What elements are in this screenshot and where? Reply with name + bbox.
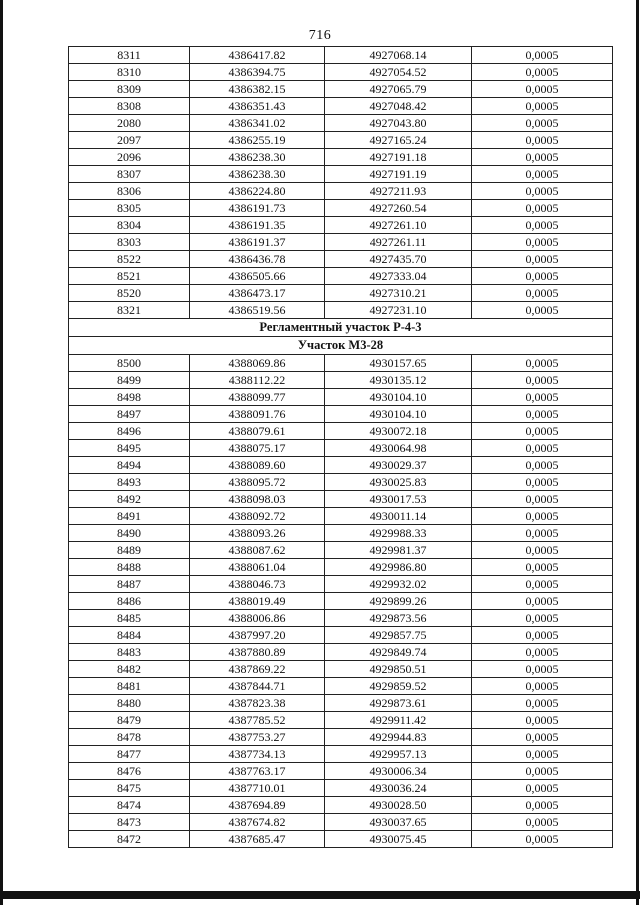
y-coordinate-cell: 4929957.13 — [325, 746, 472, 763]
y-coordinate-cell: 4927435.70 — [325, 251, 472, 268]
table-row — [69, 64, 613, 81]
table-row — [69, 729, 613, 746]
x-coordinate-cell: 4387710.01 — [190, 780, 325, 797]
coordinates-table — [68, 46, 613, 848]
x-coordinate-cell: 4388099.77 — [190, 389, 325, 406]
table-row — [69, 593, 613, 610]
table-row — [69, 355, 613, 372]
y-coordinate-cell: 4930135.12 — [325, 372, 472, 389]
accuracy-cell: 0,0005 — [472, 183, 613, 200]
y-coordinate-cell: 4927261.11 — [325, 234, 472, 251]
table-row — [69, 831, 613, 848]
y-coordinate-cell: 4929859.52 — [325, 678, 472, 695]
y-coordinate-cell: 4930064.98 — [325, 440, 472, 457]
section-title-regulation: Регламентный участок Р-4-3 — [69, 319, 613, 337]
table-row — [69, 491, 613, 508]
y-coordinate-cell: 4930157.65 — [325, 355, 472, 372]
accuracy-cell: 0,0005 — [472, 115, 613, 132]
x-coordinate-cell: 4386191.37 — [190, 234, 325, 251]
accuracy-cell: 0,0005 — [472, 627, 613, 644]
table-section-headers — [69, 319, 613, 355]
accuracy-cell: 0,0005 — [472, 780, 613, 797]
scan-border-right — [636, 0, 639, 905]
x-coordinate-cell: 4388112.22 — [190, 372, 325, 389]
point-number-cell: 8499 — [69, 372, 190, 389]
table-row — [69, 559, 613, 576]
table-row — [69, 132, 613, 149]
point-number-cell: 8479 — [69, 712, 190, 729]
accuracy-cell: 0,0005 — [472, 610, 613, 627]
accuracy-cell: 0,0005 — [472, 268, 613, 285]
point-number-cell: 8496 — [69, 423, 190, 440]
point-number-cell: 8478 — [69, 729, 190, 746]
point-number-cell: 8474 — [69, 797, 190, 814]
point-number-cell: 8492 — [69, 491, 190, 508]
x-coordinate-cell: 4388098.03 — [190, 491, 325, 508]
y-coordinate-cell: 4930006.34 — [325, 763, 472, 780]
y-coordinate-cell: 4930028.50 — [325, 797, 472, 814]
x-coordinate-cell: 4386519.56 — [190, 302, 325, 319]
accuracy-cell: 0,0005 — [472, 644, 613, 661]
y-coordinate-cell: 4929932.02 — [325, 576, 472, 593]
y-coordinate-cell: 4929873.56 — [325, 610, 472, 627]
y-coordinate-cell: 4930025.83 — [325, 474, 472, 491]
table-row — [69, 200, 613, 217]
x-coordinate-cell: 4386191.35 — [190, 217, 325, 234]
point-number-cell: 8321 — [69, 302, 190, 319]
x-coordinate-cell: 4387844.71 — [190, 678, 325, 695]
accuracy-cell: 0,0005 — [472, 763, 613, 780]
accuracy-cell: 0,0005 — [472, 576, 613, 593]
table-row — [69, 406, 613, 423]
y-coordinate-cell: 4927261.10 — [325, 217, 472, 234]
x-coordinate-cell: 4388091.76 — [190, 406, 325, 423]
section-row — [69, 319, 613, 337]
y-coordinate-cell: 4927260.54 — [325, 200, 472, 217]
point-number-cell: 8472 — [69, 831, 190, 848]
y-coordinate-cell: 4929988.33 — [325, 525, 472, 542]
x-coordinate-cell: 4387685.47 — [190, 831, 325, 848]
x-coordinate-cell: 4388069.86 — [190, 355, 325, 372]
x-coordinate-cell: 4386341.02 — [190, 115, 325, 132]
table-row — [69, 627, 613, 644]
y-coordinate-cell: 4927043.80 — [325, 115, 472, 132]
x-coordinate-cell: 4387869.22 — [190, 661, 325, 678]
table-row — [69, 661, 613, 678]
y-coordinate-cell: 4927048.42 — [325, 98, 472, 115]
point-number-cell: 8520 — [69, 285, 190, 302]
point-number-cell: 8490 — [69, 525, 190, 542]
accuracy-cell: 0,0005 — [472, 457, 613, 474]
x-coordinate-cell: 4387823.38 — [190, 695, 325, 712]
table-row — [69, 285, 613, 302]
accuracy-cell: 0,0005 — [472, 64, 613, 81]
point-number-cell: 8487 — [69, 576, 190, 593]
accuracy-cell: 0,0005 — [472, 132, 613, 149]
table-row — [69, 217, 613, 234]
y-coordinate-cell: 4927065.79 — [325, 81, 472, 98]
point-number-cell: 8493 — [69, 474, 190, 491]
x-coordinate-cell: 4386224.80 — [190, 183, 325, 200]
x-coordinate-cell: 4387753.27 — [190, 729, 325, 746]
table-row — [69, 814, 613, 831]
point-number-cell: 8522 — [69, 251, 190, 268]
accuracy-cell: 0,0005 — [472, 234, 613, 251]
x-coordinate-cell: 4388093.26 — [190, 525, 325, 542]
y-coordinate-cell: 4929911.42 — [325, 712, 472, 729]
accuracy-cell: 0,0005 — [472, 285, 613, 302]
y-coordinate-cell: 4930104.10 — [325, 389, 472, 406]
accuracy-cell: 0,0005 — [472, 440, 613, 457]
point-number-cell: 8500 — [69, 355, 190, 372]
point-number-cell: 2080 — [69, 115, 190, 132]
x-coordinate-cell: 4386473.17 — [190, 285, 325, 302]
y-coordinate-cell: 4927165.24 — [325, 132, 472, 149]
accuracy-cell: 0,0005 — [472, 712, 613, 729]
accuracy-cell: 0,0005 — [472, 831, 613, 848]
table-row — [69, 268, 613, 285]
y-coordinate-cell: 4927231.10 — [325, 302, 472, 319]
x-coordinate-cell: 4386191.73 — [190, 200, 325, 217]
table-row — [69, 474, 613, 491]
x-coordinate-cell: 4386417.82 — [190, 47, 325, 64]
table-row — [69, 542, 613, 559]
x-coordinate-cell: 4386505.66 — [190, 268, 325, 285]
table-row — [69, 763, 613, 780]
accuracy-cell: 0,0005 — [472, 491, 613, 508]
x-coordinate-cell: 4386238.30 — [190, 149, 325, 166]
accuracy-cell: 0,0005 — [472, 797, 613, 814]
table-row — [69, 678, 613, 695]
accuracy-cell: 0,0005 — [472, 406, 613, 423]
x-coordinate-cell: 4387880.89 — [190, 644, 325, 661]
section-row — [69, 337, 613, 355]
y-coordinate-cell: 4929849.74 — [325, 644, 472, 661]
point-number-cell: 8498 — [69, 389, 190, 406]
accuracy-cell: 0,0005 — [472, 474, 613, 491]
point-number-cell: 8481 — [69, 678, 190, 695]
accuracy-cell: 0,0005 — [472, 661, 613, 678]
point-number-cell: 8477 — [69, 746, 190, 763]
accuracy-cell: 0,0005 — [472, 302, 613, 319]
point-number-cell: 2097 — [69, 132, 190, 149]
accuracy-cell: 0,0005 — [472, 166, 613, 183]
x-coordinate-cell: 4388092.72 — [190, 508, 325, 525]
x-coordinate-cell: 4387785.52 — [190, 712, 325, 729]
y-coordinate-cell: 4927191.18 — [325, 149, 472, 166]
point-number-cell: 8309 — [69, 81, 190, 98]
x-coordinate-cell: 4387734.13 — [190, 746, 325, 763]
point-number-cell: 8476 — [69, 763, 190, 780]
table-row — [69, 610, 613, 627]
y-coordinate-cell: 4929981.37 — [325, 542, 472, 559]
point-number-cell: 8308 — [69, 98, 190, 115]
table-body-bottom — [69, 355, 613, 848]
y-coordinate-cell: 4929850.51 — [325, 661, 472, 678]
point-number-cell: 8488 — [69, 559, 190, 576]
table-row — [69, 797, 613, 814]
y-coordinate-cell: 4927310.21 — [325, 285, 472, 302]
y-coordinate-cell: 4930036.24 — [325, 780, 472, 797]
accuracy-cell: 0,0005 — [472, 678, 613, 695]
table-row — [69, 576, 613, 593]
point-number-cell: 8307 — [69, 166, 190, 183]
accuracy-cell: 0,0005 — [472, 217, 613, 234]
point-number-cell: 8482 — [69, 661, 190, 678]
point-number-cell: 8495 — [69, 440, 190, 457]
table-row — [69, 81, 613, 98]
table-row — [69, 712, 613, 729]
point-number-cell: 8305 — [69, 200, 190, 217]
x-coordinate-cell: 4388019.49 — [190, 593, 325, 610]
accuracy-cell: 0,0005 — [472, 525, 613, 542]
table-row — [69, 508, 613, 525]
accuracy-cell: 0,0005 — [472, 542, 613, 559]
accuracy-cell: 0,0005 — [472, 149, 613, 166]
accuracy-cell: 0,0005 — [472, 81, 613, 98]
x-coordinate-cell: 4386351.43 — [190, 98, 325, 115]
table-row — [69, 149, 613, 166]
table-row — [69, 746, 613, 763]
accuracy-cell: 0,0005 — [472, 389, 613, 406]
table-row — [69, 251, 613, 268]
point-number-cell: 8521 — [69, 268, 190, 285]
x-coordinate-cell: 4388046.73 — [190, 576, 325, 593]
table-body-top — [69, 47, 613, 319]
table-row — [69, 440, 613, 457]
table-row — [69, 372, 613, 389]
y-coordinate-cell: 4930075.45 — [325, 831, 472, 848]
point-number-cell: 8303 — [69, 234, 190, 251]
table-row — [69, 780, 613, 797]
accuracy-cell: 0,0005 — [472, 593, 613, 610]
x-coordinate-cell: 4386255.19 — [190, 132, 325, 149]
y-coordinate-cell: 4929857.75 — [325, 627, 472, 644]
table-row — [69, 47, 613, 64]
x-coordinate-cell: 4387694.89 — [190, 797, 325, 814]
scan-border-left — [0, 0, 3, 905]
x-coordinate-cell: 4386436.78 — [190, 251, 325, 268]
table-row — [69, 525, 613, 542]
accuracy-cell: 0,0005 — [472, 695, 613, 712]
table-row — [69, 302, 613, 319]
x-coordinate-cell: 4387763.17 — [190, 763, 325, 780]
y-coordinate-cell: 4930104.10 — [325, 406, 472, 423]
x-coordinate-cell: 4388079.61 — [190, 423, 325, 440]
y-coordinate-cell: 4930037.65 — [325, 814, 472, 831]
y-coordinate-cell: 4927211.93 — [325, 183, 472, 200]
page-number: 716 — [308, 28, 332, 43]
accuracy-cell: 0,0005 — [472, 814, 613, 831]
point-number-cell: 8310 — [69, 64, 190, 81]
point-number-cell: 8489 — [69, 542, 190, 559]
scan-border-bottom — [0, 891, 640, 899]
y-coordinate-cell: 4929986.80 — [325, 559, 472, 576]
point-number-cell: 8473 — [69, 814, 190, 831]
x-coordinate-cell: 4388061.04 — [190, 559, 325, 576]
x-coordinate-cell: 4388006.86 — [190, 610, 325, 627]
y-coordinate-cell: 4930072.18 — [325, 423, 472, 440]
x-coordinate-cell: 4387674.82 — [190, 814, 325, 831]
point-number-cell: 8311 — [69, 47, 190, 64]
point-number-cell: 8480 — [69, 695, 190, 712]
accuracy-cell: 0,0005 — [472, 47, 613, 64]
x-coordinate-cell: 4388089.60 — [190, 457, 325, 474]
point-number-cell: 8497 — [69, 406, 190, 423]
table-row — [69, 166, 613, 183]
accuracy-cell: 0,0005 — [472, 200, 613, 217]
y-coordinate-cell: 4930029.37 — [325, 457, 472, 474]
accuracy-cell: 0,0005 — [472, 372, 613, 389]
point-number-cell: 8483 — [69, 644, 190, 661]
table-row — [69, 389, 613, 406]
accuracy-cell: 0,0005 — [472, 423, 613, 440]
table-row — [69, 695, 613, 712]
x-coordinate-cell: 4386394.75 — [190, 64, 325, 81]
x-coordinate-cell: 4386382.15 — [190, 81, 325, 98]
y-coordinate-cell: 4930017.53 — [325, 491, 472, 508]
accuracy-cell: 0,0005 — [472, 98, 613, 115]
x-coordinate-cell: 4388075.17 — [190, 440, 325, 457]
y-coordinate-cell: 4929873.61 — [325, 695, 472, 712]
y-coordinate-cell: 4929899.26 — [325, 593, 472, 610]
y-coordinate-cell: 4927054.52 — [325, 64, 472, 81]
point-number-cell: 8306 — [69, 183, 190, 200]
point-number-cell: 8494 — [69, 457, 190, 474]
point-number-cell: 8486 — [69, 593, 190, 610]
point-number-cell: 2096 — [69, 149, 190, 166]
table-row — [69, 457, 613, 474]
table-row — [69, 234, 613, 251]
accuracy-cell: 0,0005 — [472, 508, 613, 525]
accuracy-cell: 0,0005 — [472, 251, 613, 268]
table-row — [69, 644, 613, 661]
y-coordinate-cell: 4927191.19 — [325, 166, 472, 183]
y-coordinate-cell: 4927333.04 — [325, 268, 472, 285]
x-coordinate-cell: 4388087.62 — [190, 542, 325, 559]
point-number-cell: 8485 — [69, 610, 190, 627]
accuracy-cell: 0,0005 — [472, 729, 613, 746]
x-coordinate-cell: 4387997.20 — [190, 627, 325, 644]
x-coordinate-cell: 4388095.72 — [190, 474, 325, 491]
table-row — [69, 115, 613, 132]
accuracy-cell: 0,0005 — [472, 559, 613, 576]
y-coordinate-cell: 4930011.14 — [325, 508, 472, 525]
accuracy-cell: 0,0005 — [472, 746, 613, 763]
point-number-cell: 8304 — [69, 217, 190, 234]
point-number-cell: 8475 — [69, 780, 190, 797]
point-number-cell: 8491 — [69, 508, 190, 525]
point-number-cell: 8484 — [69, 627, 190, 644]
section-title-plot: Участок М3-28 — [69, 337, 613, 355]
table-row — [69, 423, 613, 440]
accuracy-cell: 0,0005 — [472, 355, 613, 372]
table-row — [69, 98, 613, 115]
y-coordinate-cell: 4929944.83 — [325, 729, 472, 746]
y-coordinate-cell: 4927068.14 — [325, 47, 472, 64]
x-coordinate-cell: 4386238.30 — [190, 166, 325, 183]
table-row — [69, 183, 613, 200]
